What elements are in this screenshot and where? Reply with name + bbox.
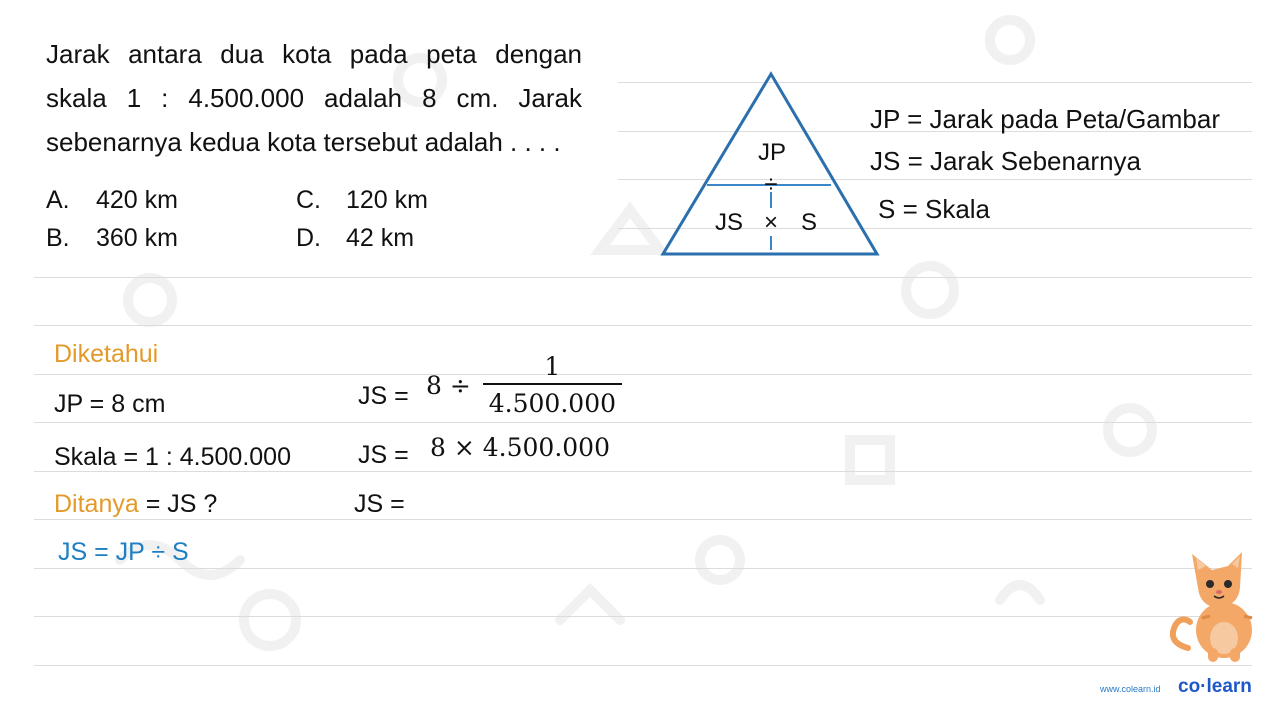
known-scale: Skala = 1 : 4.500.000	[54, 443, 291, 471]
step1-denominator: 4.500.000	[483, 383, 622, 418]
step1-expression	[426, 352, 622, 418]
option-letter: D.	[296, 224, 321, 252]
triangle-right-label: S	[800, 209, 818, 236]
step1-numerator: 1	[544, 352, 561, 381]
step1-fraction	[483, 352, 622, 418]
step2-expression: 8 × 4.500.000	[430, 433, 610, 462]
ruled-line	[34, 665, 1252, 666]
step2-prefix: JS =	[358, 441, 409, 469]
diketahui-label: Diketahui	[54, 340, 159, 368]
ditanya-rest: = JS ?	[138, 490, 218, 518]
triangle-times-sign: ×	[763, 209, 779, 236]
option-b	[46, 224, 178, 253]
asked-line	[54, 490, 217, 519]
footer-url: www.colearn.id	[1100, 684, 1161, 694]
ruled-line	[34, 422, 1252, 423]
option-value: 360 km	[96, 224, 178, 252]
option-value: 420 km	[96, 186, 178, 214]
ruled-line	[34, 616, 1252, 617]
option-d	[296, 224, 414, 253]
step1-left: 8 ÷	[426, 370, 471, 400]
triangle-left-label: JS	[714, 209, 744, 236]
formula-triangle	[655, 66, 885, 262]
triangle-divide-sign: ÷	[764, 171, 778, 198]
option-value: 42 km	[346, 224, 415, 252]
formula-js: JS = JP ÷ S	[58, 538, 189, 566]
question-text: Jarak antara dua kota pada peta dengan skala 1 : 4.500.000 adalah 8 cm. Jarak sebenarnya kedua kota tersebut adalah . . . .	[46, 39, 582, 157]
colearn-logo: co·learn	[1178, 676, 1252, 697]
option-a	[46, 186, 178, 215]
step3-prefix: JS =	[354, 490, 405, 518]
legend-jp: JP = Jarak pada Peta/Gambar	[870, 104, 1220, 134]
option-letter: A.	[46, 186, 70, 214]
ruled-line	[34, 277, 1252, 278]
option-c	[296, 186, 428, 215]
triangle-top-label: JP	[757, 139, 787, 166]
step1-prefix: JS =	[358, 382, 409, 410]
cat-mascot-illustration	[1168, 548, 1264, 664]
option-value: 120 km	[346, 186, 428, 214]
ruled-line	[34, 568, 1252, 569]
known-jp: JP = 8 cm	[54, 390, 166, 418]
option-letter: C.	[296, 186, 321, 214]
ruled-line	[34, 374, 1252, 375]
legend-s: S = Skala	[878, 194, 991, 224]
legend-js: JS = Jarak Sebenarnya	[870, 146, 1141, 176]
ditanya-label: Ditanya	[54, 490, 139, 518]
option-letter: B.	[46, 224, 70, 252]
ruled-line	[34, 325, 1252, 326]
ruled-line	[34, 519, 1252, 520]
